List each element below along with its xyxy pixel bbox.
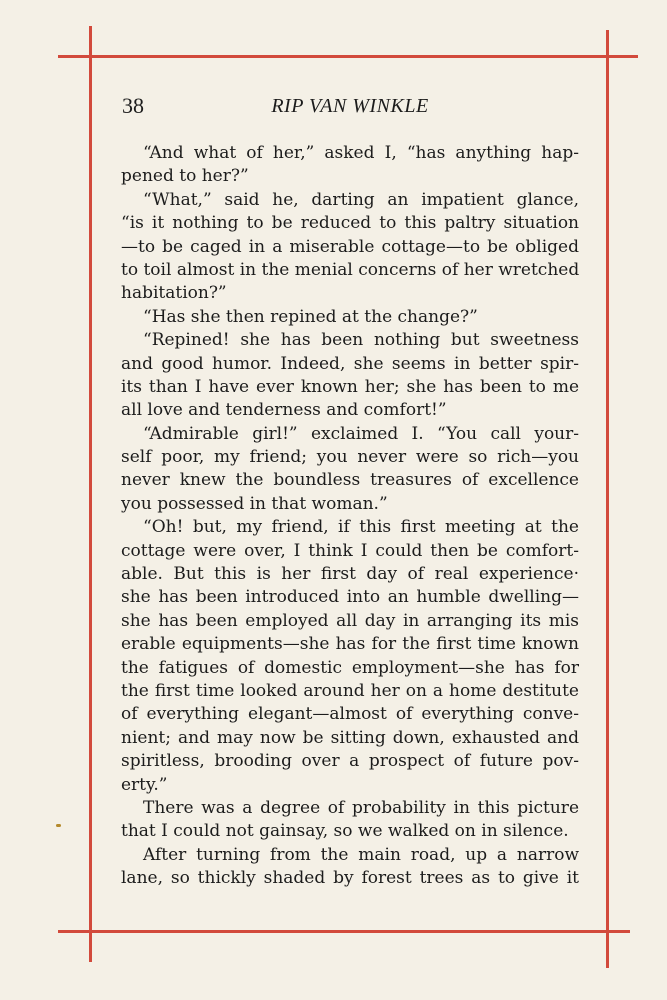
text-line: After turning from the main road, up a narrow xyxy=(143,844,579,865)
text-line: habitation?” xyxy=(121,283,227,304)
text-line: There was a degree of probability in this picture xyxy=(143,797,579,818)
text-line: “Repined! she has been nothing but sweetness xyxy=(143,330,579,351)
text-line: she has been employed all day in arranging its mis xyxy=(121,610,579,631)
page-number: 38 xyxy=(122,93,144,118)
border-rule-top xyxy=(58,55,638,58)
text-line: all love and tenderness and comfort!” xyxy=(121,400,447,421)
running-head: RIP VAN WINKLE xyxy=(271,95,429,117)
text-line: pened to her?” xyxy=(121,166,249,187)
text-line: nient; and may now be sitting down, exhausted and xyxy=(121,727,579,748)
text-line: the first time looked around her on a home destitute xyxy=(121,680,579,701)
text-line: self poor, my friend; you never were so rich—you xyxy=(121,447,579,468)
text-line: the fatigues of domestic employment—she has for xyxy=(121,657,579,678)
ink-speck xyxy=(56,824,61,827)
border-rule-right xyxy=(606,30,609,968)
text-line: never knew the boundless treasures of excellence xyxy=(121,470,579,491)
text-line: you possessed in that woman.” xyxy=(121,493,388,514)
border-rule-bottom xyxy=(58,930,630,933)
text-line: “And what of her,” asked I, “has anything hap- xyxy=(143,143,579,163)
text-line: erable equipments—she has for the first time known xyxy=(121,634,579,655)
text-line: of everything elegant—almost of everything conve- xyxy=(121,704,579,725)
text-line: its than I have ever known her; she has been to me xyxy=(121,376,579,397)
text-line: “is it nothing to be reduced to this paltry situation xyxy=(121,213,579,234)
text-line: to toil almost in the menial concerns of her wretched xyxy=(121,259,580,280)
text-line: she has been introduced into an humble dwelling— xyxy=(121,587,579,608)
text-line: erty.” xyxy=(121,774,168,795)
text-line: “Has she then repined at the change?” xyxy=(143,306,478,327)
text-line: “Admirable girl!” exclaimed I. “You call your- xyxy=(143,423,579,444)
text-line: “Oh! but, my friend, if this first meeting at the xyxy=(143,517,579,538)
text-line: able. But this is her first day of real experience· xyxy=(121,564,579,585)
text-line: that I could not gainsay, so we walked on in silence. xyxy=(121,821,569,842)
text-line: —to be caged in a miserable cottage—to be obliged xyxy=(121,236,579,257)
text-line: cottage were over, I think I could then be comfort- xyxy=(121,540,579,561)
page-header xyxy=(122,93,578,123)
text-line: “What,” said he, darting an impatient glance, xyxy=(143,189,579,210)
border-rule-left xyxy=(89,26,92,962)
text-line: spiritless, brooding over a prospect of future pov- xyxy=(121,751,579,772)
text-line: and good humor. Indeed, she seems in better spir- xyxy=(121,353,579,374)
body-text xyxy=(121,142,579,891)
text-line: lane, so thickly shaded by forest trees as to give it xyxy=(121,868,579,889)
